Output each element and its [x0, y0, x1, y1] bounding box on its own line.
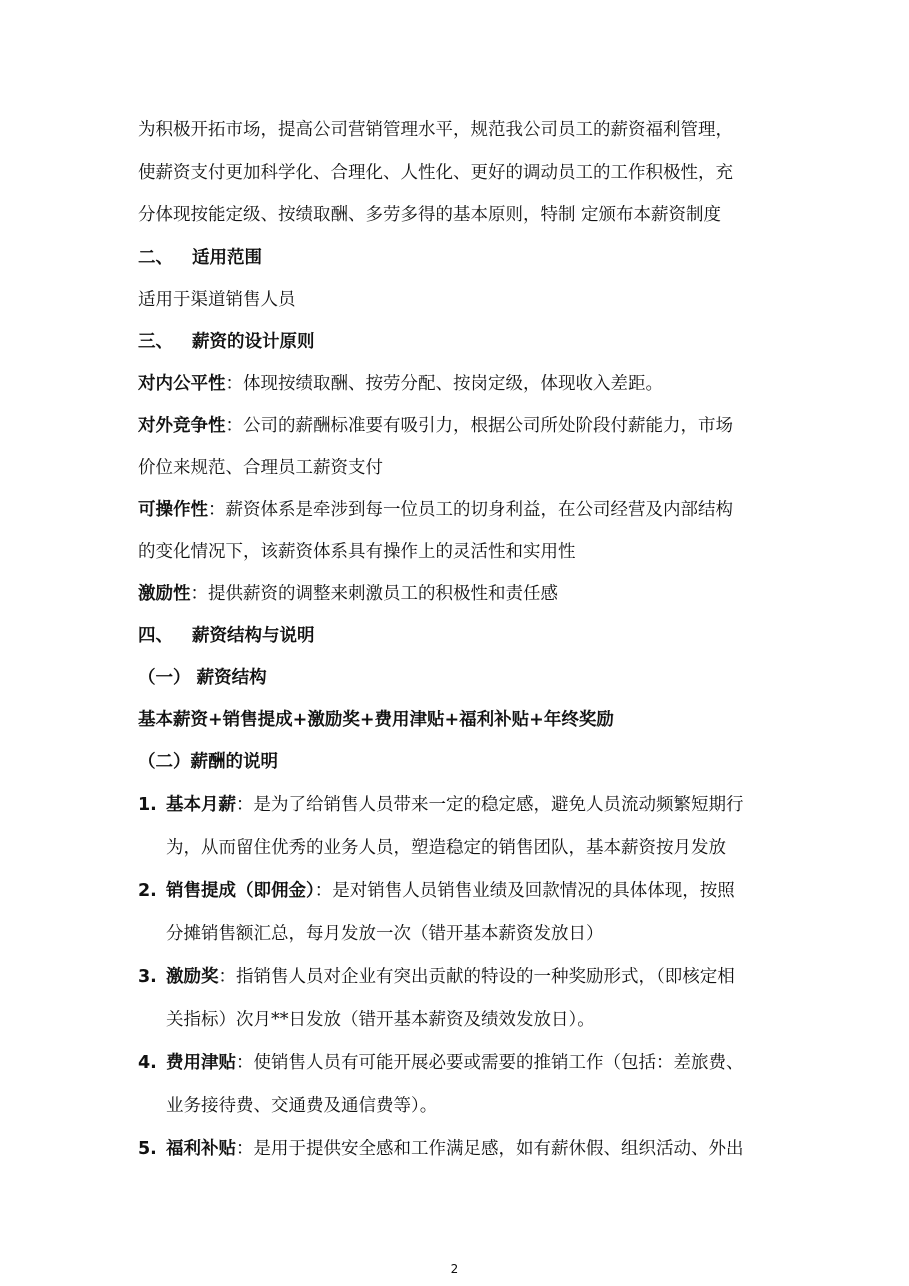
- list-item: [138, 793, 744, 817]
- principle-label: 激励性: [138, 584, 191, 604]
- principle-label: 对内公平性: [138, 374, 226, 394]
- section-2-number: 二、: [138, 248, 173, 268]
- principle-text-continued: 价位来规范、合理员工薪资支付: [138, 458, 383, 478]
- principle-text: ：公司的薪酬标准要有吸引力，根据公司所处阶段付薪能力，市场: [225, 416, 733, 436]
- section-4-title: 薪资结构与说明: [192, 626, 315, 646]
- list-number: 4.: [138, 1053, 157, 1073]
- list-item-continued: 业务接待费、交通费及通信费等）。: [166, 1096, 438, 1116]
- section-2-heading: [138, 246, 262, 270]
- section-2-title: 适用范围: [192, 248, 262, 268]
- principle-text-continued: 的变化情况下，该薪资体系具有操作上的灵活性和实用性: [138, 542, 576, 562]
- section-4-number: 四、: [138, 626, 173, 646]
- list-item-continued: 为，从而留住优秀的业务人员，塑造稳定的销售团队，基本薪资按月发放: [166, 838, 726, 858]
- list-text: ：指销售人员对企业有突出贡献的特设的一种奖励形式，（即核定相: [218, 967, 735, 987]
- list-text: ：是为了给销售人员带来一定的稳定感，避免人员流动频繁短期行: [236, 795, 744, 815]
- principle-text: ：体现按绩取酬、按劳分配、按岗定级，体现收入差距。: [225, 374, 663, 394]
- principle-internal-fairness: [138, 372, 663, 396]
- principle-label: 可操作性: [138, 500, 208, 520]
- intro-line-2: 使薪资支付更加科学化、合理化、人性化、更好的调动员工的工作积极性，充: [138, 163, 733, 183]
- list-number: 2.: [138, 881, 157, 901]
- list-label: 激励奖: [166, 967, 219, 987]
- list-text: ：是用于提供安全感和工作满足感，如有薪休假、组织活动、外出: [236, 1139, 744, 1159]
- principle-operability: [138, 498, 733, 522]
- list-number: 1.: [138, 795, 157, 815]
- subsection-salary-structure: （一） 薪资结构: [138, 668, 267, 688]
- list-number: 3.: [138, 967, 157, 987]
- list-item-continued: 关指标）次月**日发放（错开基本薪资及绩效发放日）。: [166, 1010, 595, 1030]
- list-text: ：是对销售人员销售业绩及回款情况的具体体现，按照: [314, 881, 735, 901]
- section-3-title: 薪资的设计原则: [192, 332, 315, 352]
- section-3-number: 三、: [138, 332, 173, 352]
- list-label: 费用津贴: [166, 1053, 236, 1073]
- list-text: ：使销售人员有可能开展必要或需要的推销工作（包括：差旅费、: [236, 1053, 744, 1073]
- list-item-continued: 分摊销售额汇总，每月发放一次（错开基本薪资发放日）: [166, 924, 604, 944]
- intro-line-1: 为积极开拓市场，提高公司营销管理水平，规范我公司员工的薪资福利管理，: [138, 120, 733, 140]
- list-item: [138, 1051, 744, 1075]
- salary-formula: 基本薪资+销售提成+激励奖+费用津贴+福利补贴+年终奖励: [138, 710, 614, 730]
- section-2-body: 适用于渠道销售人员: [138, 290, 296, 310]
- list-item: [138, 965, 735, 989]
- list-item: [138, 1137, 744, 1161]
- section-3-heading: [138, 330, 315, 354]
- list-label: 福利补贴: [166, 1139, 236, 1159]
- list-item: [138, 879, 735, 903]
- principle-label: 对外竞争性: [138, 416, 226, 436]
- page-number: 2: [450, 1262, 459, 1276]
- principle-text: ：提供薪资的调整来刺激员工的积极性和责任感: [190, 584, 558, 604]
- principle-external-competitiveness: [138, 414, 733, 438]
- subsection-salary-explanation: （二）薪酬的说明: [138, 752, 278, 772]
- intro-line-3: 分体现按能定级、按绩取酬、多劳多得的基本原则，特制 定颁布本薪资制度: [138, 205, 722, 225]
- principle-incentive: [138, 582, 558, 606]
- list-label: 基本月薪: [166, 795, 236, 815]
- principle-text: ：薪资体系是牵涉到每一位员工的切身利益，在公司经营及内部结构: [208, 500, 733, 520]
- list-number: 5.: [138, 1139, 157, 1159]
- section-4-heading: [138, 624, 315, 648]
- list-label: 销售提成（即佣金）: [166, 881, 315, 901]
